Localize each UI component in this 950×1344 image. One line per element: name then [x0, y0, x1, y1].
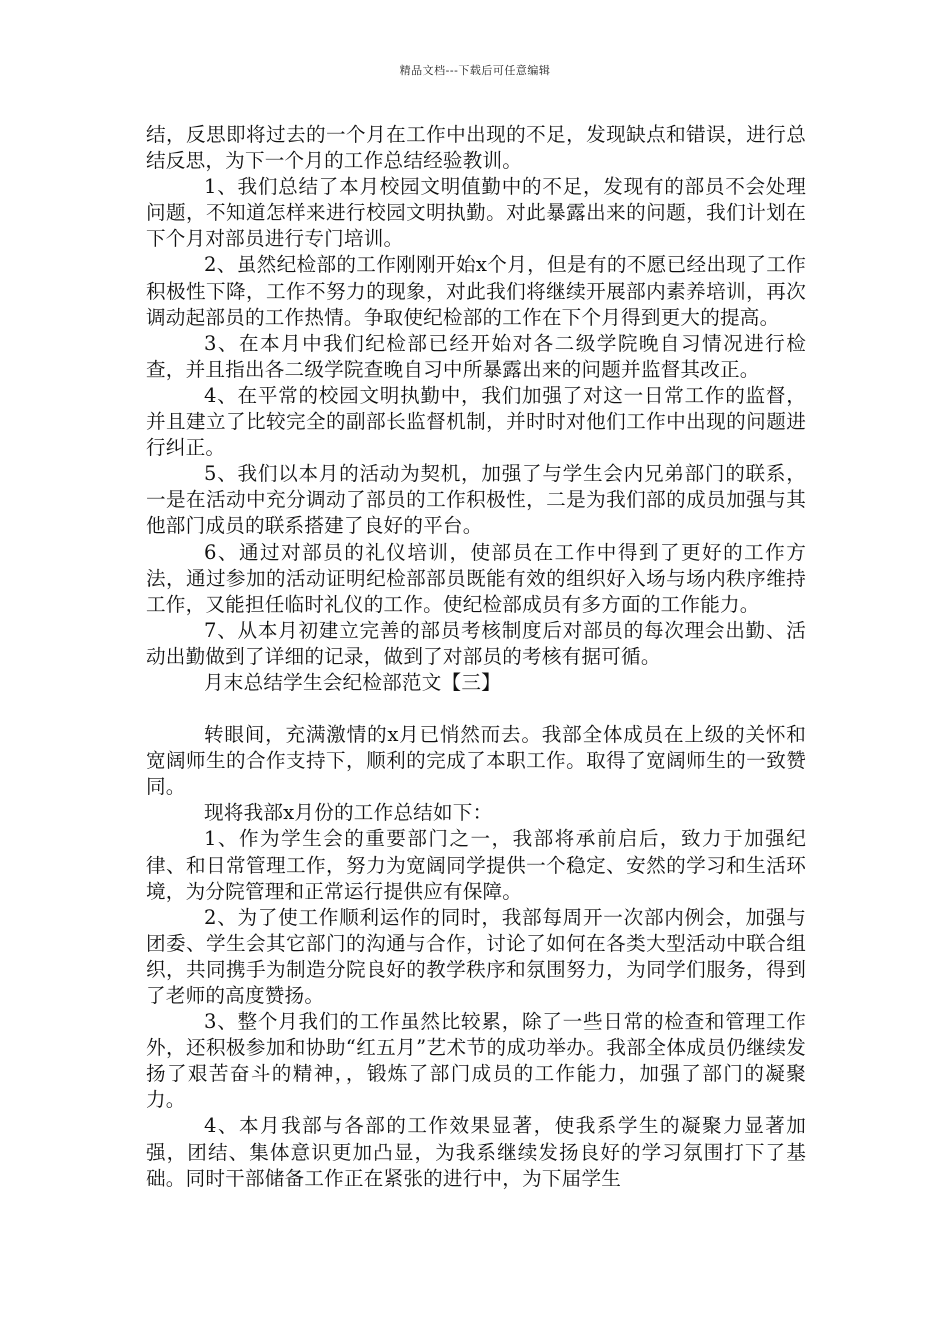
- paragraph-item-5: 5、我们以本月的活动为契机，加强了与学生会内兄弟部门的联系，一是在活动中充分调动了部员的工作积极性，二是为我们部的成员加强与其他部门成员的联系搭建了良好的平台。: [146, 462, 806, 538]
- paragraph-section3-item-1: 1、作为学生会的重要部门之一，我部将承前启后，致力于加强纪律、和日常管理工作，努力为宽阔同学提供一个稳定、安然的学习和生活环境，为分院管理和正常运行提供应有保障。: [146, 827, 806, 903]
- paragraph-item-6: 6、通过对部员的礼仪培训，使部员在工作中得到了更好的工作方法，通过参加的活动证明纪检部部员既能有效的组织好入场与场内秩序维持工作，又能担任临时礼仪的工作。使纪检部成员有多方面的工作能力。: [146, 540, 806, 616]
- paragraph-section3-item-2: 2、为了使工作顺利运作的同时，我部每周开一次部内例会，加强与团委、学生会其它部门的沟通与合作，讨论了如何在各类大型活动中联合组织，共同携手为制造分院良好的教学秩序和氛围努力，为同学们服务，得到了老师的高度赞扬。: [146, 905, 806, 1007]
- paragraph-summary-lead: 现将我部x月份的工作总结如下：: [204, 801, 493, 825]
- paragraph-intro: 转眼间，充满激情的x月已悄然而去。我部全体成员在上级的关怀和宽阔师生的合作支持下，顺利的完成了本职工作。取得了宽阔师生的一致赞同。: [146, 723, 806, 799]
- paragraph-continuation: 结，反思即将过去的一个月在工作中出现的不足，发现缺点和错误，进行总结反思，为下一个月的工作总结经验教训。: [146, 123, 806, 173]
- page-header: 精品文档---下载后可任意编辑: [399, 64, 551, 77]
- paragraph-section3-item-3: 3、整个月我们的工作虽然比较累，除了一些日常的检查和管理工作外，还积极参加和协助“红五月”艺术节的成功举办。我部全体成员仍继续发扬了艰苦奋斗的精神，，锻炼了部门成员的工作能力，加强了部门的凝聚力。: [146, 1010, 806, 1112]
- paragraph-item-3: 3、在本月中我们纪检部已经开始对各二级学院晚自习情况进行检查，并且指出各二级学院查晚自习中所暴露出来的问题并监督其改正。: [146, 331, 806, 381]
- paragraph-item-1: 1、我们总结了本月校园文明值勤中的不足，发现有的部员不会处理问题，不知道怎样来进行校园文明执勤。对此暴露出来的问题，我们计划在下个月对部员进行专门培训。: [146, 175, 806, 251]
- paragraph-item-2: 2、虽然纪检部的工作刚刚开始x个月，但是有的不愿已经出现了工作积极性下降，工作不努力的现象，对此我们将继续开展部内素养培训，再次调动起部员的工作热情。争取使纪检部的工作在下个月得到更大的提高。: [146, 253, 806, 329]
- paragraph-section3-item-4: 4、本月我部与各部的工作效果显著，使我系学生的凝聚力显著加强，团结、集体意识更加凸显，为我系继续发扬良好的学习氛围打下了基础。同时干部储备工作正在紧张的进行中，为下届学生: [146, 1114, 806, 1190]
- paragraph-item-7: 7、从本月初建立完善的部员考核制度后对部员的每次理会出勤、活动出勤做到了详细的记录，做到了对部员的考核有据可循。: [146, 618, 806, 668]
- blank-line: [146, 696, 806, 722]
- document-body: [146, 122, 806, 1192]
- section-title: 月末总结学生会纪检部范文【三】: [204, 670, 501, 694]
- paragraph-item-4: 4、在平常的校园文明执勤中，我们加强了对这一日常工作的监督，并且建立了比较完全的副部长监督机制，并时时对他们工作中出现的问题进行纠正。: [146, 383, 806, 460]
